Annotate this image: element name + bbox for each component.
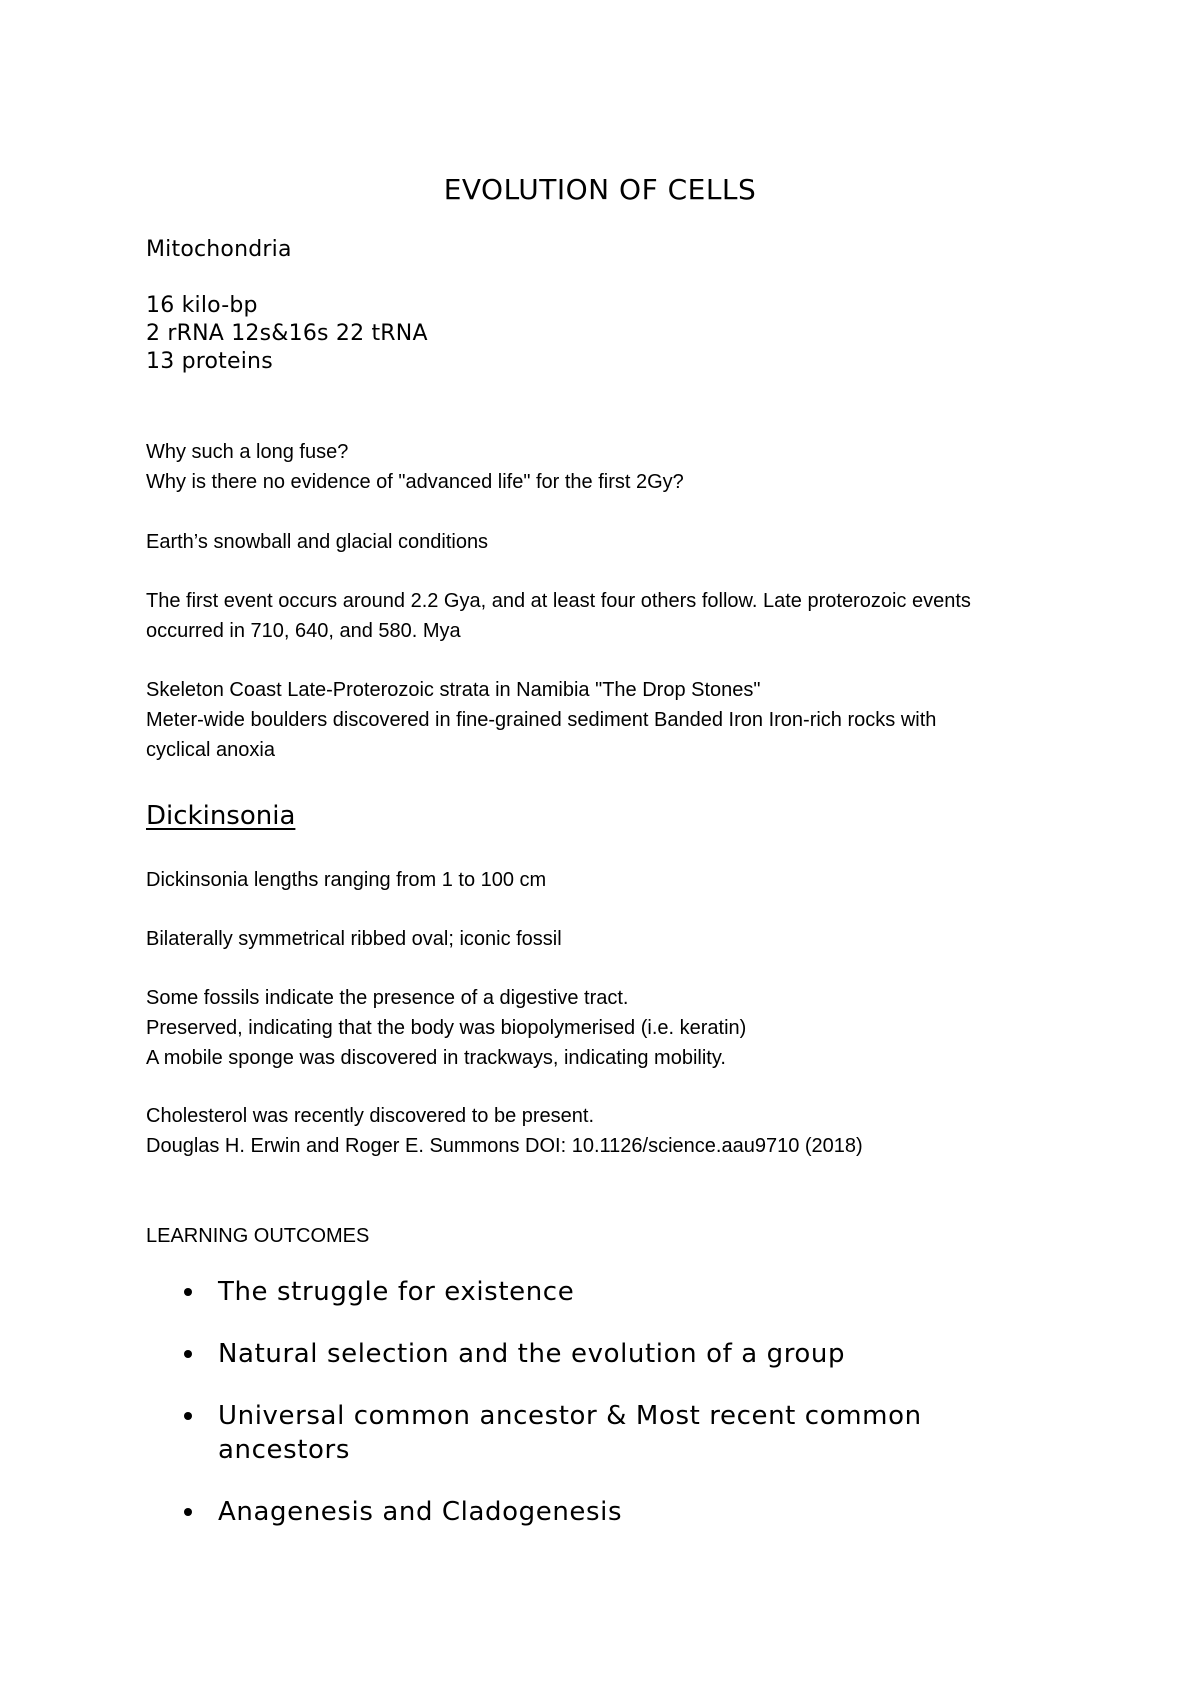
list-item-text: Anagenesis and Cladogenesis xyxy=(218,1497,623,1527)
mitochondria-line: 13 proteins xyxy=(146,349,273,374)
dickinsonia-lengths-line: Dickinsonia lengths ranging from 1 to 100 cm xyxy=(146,869,547,891)
citation-line: Douglas H. Erwin and Roger E. Summons DOI: 10.1126/science.aau9710 (2018) xyxy=(146,1135,863,1157)
list-item-text: The struggle for existence xyxy=(218,1277,575,1307)
list-item xyxy=(146,1337,1046,1371)
cholesterol-paragraph xyxy=(146,1101,1096,1161)
events-line: occurred in 710, 640, and 580. Mya xyxy=(146,620,461,642)
events-line: The first event occurs around 2.2 Gya, and at least four others follow. Late proterozoic events xyxy=(146,590,971,612)
mitochondria-line: 2 rRNA 12s&16s 22 tRNA xyxy=(146,321,428,346)
bullet-icon xyxy=(184,1350,192,1358)
mitochondria-details xyxy=(146,292,1096,376)
learning-outcomes-list xyxy=(146,1275,1046,1529)
skeleton-line: Meter-wide boulders discovered in fine-grained sediment Banded Iron Iron-rich rocks with xyxy=(146,709,937,731)
mitochondria-heading: Mitochondria xyxy=(146,237,292,262)
learning-outcomes-heading xyxy=(146,1221,1096,1251)
fossils-line: A mobile sponge was discovered in trackways, indicating mobility. xyxy=(146,1047,726,1069)
dickinsonia-shape-line: Bilaterally symmetrical ribbed oval; iconic fossil xyxy=(146,928,562,950)
learning-outcomes-title: LEARNING OUTCOMES xyxy=(146,1225,370,1247)
fossils-line: Preserved, indicating that the body was biopolymerised (i.e. keratin) xyxy=(146,1017,747,1039)
list-item xyxy=(146,1399,988,1467)
question-line: Why is there no evidence of "advanced life" for the first 2Gy? xyxy=(146,471,684,493)
questions-paragraph xyxy=(146,437,1096,497)
dickinsonia-fossils xyxy=(146,983,1096,1073)
list-item-text: Universal common ancestor & Most recent common ancestors xyxy=(218,1401,922,1465)
dickinsonia-shape xyxy=(146,924,1096,954)
question-line: Why such a long fuse? xyxy=(146,441,349,463)
list-item xyxy=(146,1495,1046,1529)
snowball-paragraph xyxy=(146,527,1096,557)
fossils-line: Some fossils indicate the presence of a digestive tract. xyxy=(146,987,629,1009)
skeleton-line: cyclical anoxia xyxy=(146,739,275,761)
bullet-icon xyxy=(184,1412,192,1420)
mitochondria-line: 16 kilo-bp xyxy=(146,293,258,318)
skeleton-coast-paragraph xyxy=(146,675,1096,765)
list-item-text: Natural selection and the evolution of a group xyxy=(218,1339,846,1369)
bullet-icon xyxy=(184,1288,192,1296)
bullet-icon xyxy=(184,1508,192,1516)
events-paragraph xyxy=(146,586,1096,646)
dickinsonia-heading: Dickinsonia xyxy=(146,801,296,831)
page-title: EVOLUTION OF CELLS xyxy=(443,173,757,206)
dickinsonia-lengths xyxy=(146,865,1096,895)
snowball-line: Earth’s snowball and glacial conditions xyxy=(146,531,489,553)
skeleton-line: Skeleton Coast Late-Proterozoic strata in Namibia "The Drop Stones" xyxy=(146,679,761,701)
list-item xyxy=(146,1275,1046,1309)
cholesterol-line: Cholesterol was recently discovered to be present. xyxy=(146,1105,595,1127)
